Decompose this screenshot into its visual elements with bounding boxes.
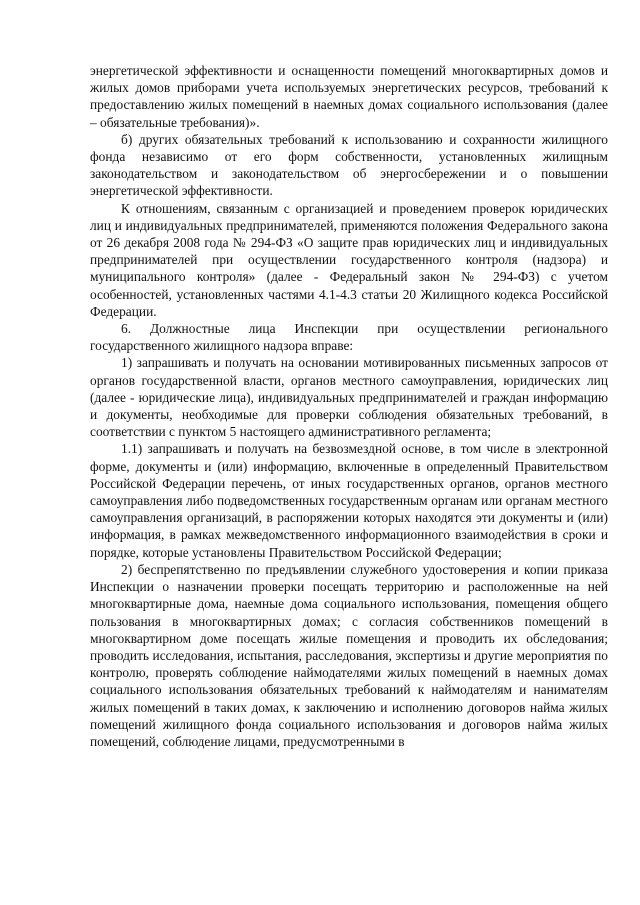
paragraph-right-1: 1) запрашивать и получать на основании мотивированных письменных запросов от органов государственной власти, органов местного самоуправления, юридических лиц (далее - юридические лица), индивидуальных предпринимателей и граждан информацию и документы, необходимые для проверки соблюдения обязательных требований, в соответствии с пунктом 5 настоящего административного регламента;	[90, 355, 608, 440]
paragraph-item-b: б) других обязательных требований к использованию и сохранности жилищного фонда независимо от его форм собственности, установленных жилищным законодательством и законодательством об энергосбережении и о повышении энергетической эффективности.	[90, 131, 608, 199]
paragraph-section-6: 6. Должностные лица Инспекции при осуществлении регионального государственного жилищного надзора вправе:	[90, 321, 608, 354]
document-page	[90, 62, 608, 750]
paragraph-right-2: 2) беспрепятственно по предъявлении служебного удостоверения и копии приказа Инспекции о назначении проверки посещать территорию и расположенные на ней многоквартирные дома, наемные дома социального использования, помещения общего пользования в многоквартирных домах; с согласия собственников помещений в многоквартирном доме посещать жилые помещения и проводить их обследования; проводить исследования, испытания, расследования, экспертизы и другие мероприятия по контролю, проверять соблюдение наймодателями жилых помещений в наемных домах социального использования обязательных требований к наймодателям и нанимателям жилых помещений в таких домах, к заключению и исполнению договоров найма жилых помещений жилищного фонда социального использования и договоров найма жилых помещений, соблюдение лицами, предусмотренными в	[90, 561, 608, 749]
paragraph-intro-continuation: энергетической эффективности и оснащенности помещений многоквартирных домов и жилых домов приборами учета используемых энергетических ресурсов, требований к предоставлению жилых помещений в наемных домах социального использования (далее – обязательные требования)».	[90, 63, 608, 130]
paragraph-fz-294-relations: К отношениям, связанным с организацией и проведением проверок юридических лиц и индивидуальных предпринимателей, применяются положения Федерального закона от 26 декабря 2008 года № 294-ФЗ «О защите прав юридических лиц и индивидуальных предпринимателей при осуществлении государственного контроля (надзора) и муниципального контроля» (далее - Федеральный закон № 294-ФЗ) с учетом особенностей, установленных частями 4.1-4.3 статьи 20 Жилищного кодекса Российской Федерации.	[90, 200, 608, 319]
paragraph-right-1-1: 1.1) запрашивать и получать на безвозмездной основе, в том числе в электронной форме, документы и (или) информацию, включенные в определенный Правительством Российской Федерации перечень, от иных государственных органов, органов местного самоуправления либо подведомственных государственным органам или органам местного самоуправления организаций, в распоряжении которых находятся эти документы и (или) информация, в рамках межведомственного информационного взаимодействия в сроки и порядке, которые установлены Правительством Российской Федерации;	[90, 441, 608, 560]
